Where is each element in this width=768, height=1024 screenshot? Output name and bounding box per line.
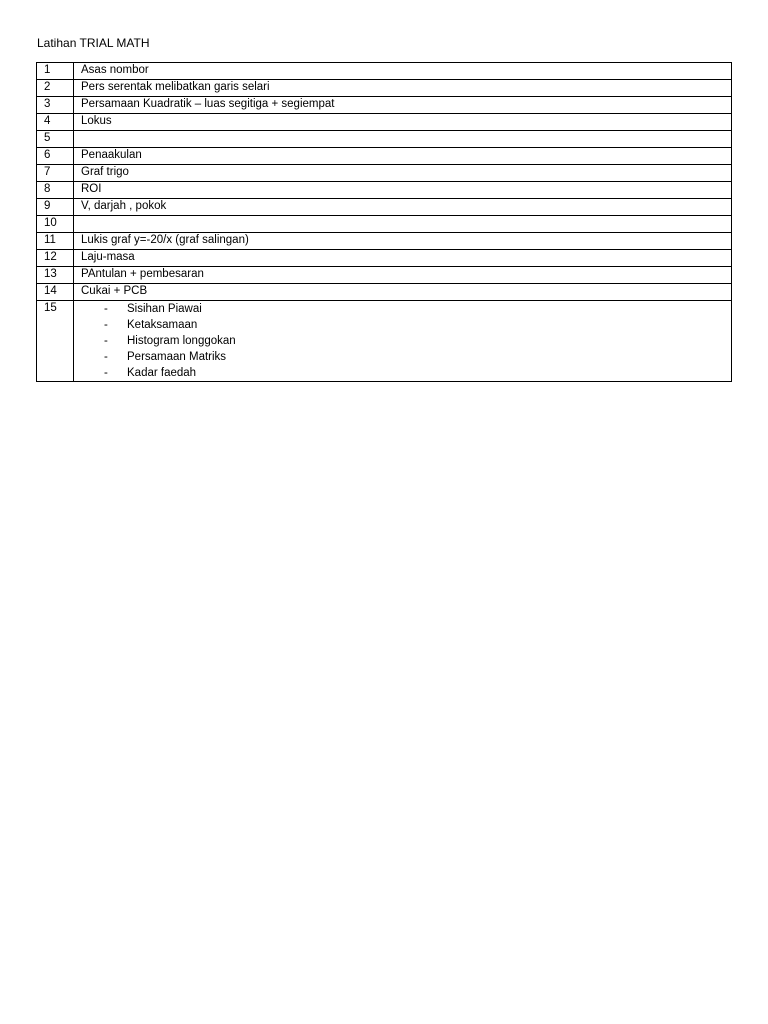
table-row (37, 267, 732, 284)
list-item (104, 317, 731, 333)
subtopic-label: Histogram longgokan (127, 335, 236, 347)
dash-bullet: - (104, 303, 108, 315)
row-topic: PAntulan + pembesaran (74, 267, 732, 284)
table-row (37, 199, 732, 216)
row-topic: Persamaan Kuadratik – luas segitiga + segiempat (74, 97, 732, 114)
dash-bullet: - (104, 351, 108, 363)
row-topic: Lukis graf y=-20/x (graf salingan) (74, 233, 732, 250)
table-row (37, 233, 732, 250)
table-row (37, 63, 732, 80)
subtopic-list (81, 301, 731, 381)
row-number: 1 (37, 63, 74, 80)
row-number: 12 (37, 250, 74, 267)
list-item (104, 349, 731, 365)
table-row (37, 301, 732, 382)
page-title: Latihan TRIAL MATH (37, 36, 150, 50)
row-topic: Penaakulan (74, 148, 732, 165)
row-number: 8 (37, 182, 74, 199)
row-number: 10 (37, 216, 74, 233)
row-topic: Asas nombor (74, 63, 732, 80)
list-item (104, 365, 731, 381)
dash-bullet: - (104, 335, 108, 347)
row-number: 15 (37, 301, 74, 382)
row-number: 2 (37, 80, 74, 97)
row-number: 14 (37, 284, 74, 301)
dash-bullet: - (104, 319, 108, 331)
row-number: 3 (37, 97, 74, 114)
row-topic: Graf trigo (74, 165, 732, 182)
list-item (104, 333, 731, 349)
subtopic-label: Sisihan Piawai (127, 303, 202, 315)
table-row (37, 148, 732, 165)
subtopic-label: Persamaan Matriks (127, 351, 227, 363)
row-topic (74, 131, 732, 148)
table-row (37, 250, 732, 267)
table-row (37, 97, 732, 114)
subtopic-label: Ketaksamaan (127, 319, 198, 331)
table-row (37, 131, 732, 148)
table-row (37, 114, 732, 131)
topic-table (36, 62, 732, 382)
row-topic: Laju-masa (74, 250, 732, 267)
row-topic: V, darjah , pokok (74, 199, 732, 216)
row-topic (74, 216, 732, 233)
row-number: 7 (37, 165, 74, 182)
table-row (37, 216, 732, 233)
dash-bullet: - (104, 367, 108, 379)
table-row (37, 284, 732, 301)
row-topic-list (74, 301, 732, 382)
row-number: 11 (37, 233, 74, 250)
row-number: 4 (37, 114, 74, 131)
row-topic: ROI (74, 182, 732, 199)
row-topic: Pers serentak melibatkan garis selari (74, 80, 732, 97)
row-number: 13 (37, 267, 74, 284)
row-number: 5 (37, 131, 74, 148)
table-row (37, 165, 732, 182)
row-topic: Cukai + PCB (74, 284, 732, 301)
list-item (104, 301, 731, 317)
subtopic-label: Kadar faedah (127, 367, 197, 379)
row-topic: Lokus (74, 114, 732, 131)
table-row (37, 182, 732, 199)
table-row (37, 80, 732, 97)
row-number: 6 (37, 148, 74, 165)
row-number: 9 (37, 199, 74, 216)
